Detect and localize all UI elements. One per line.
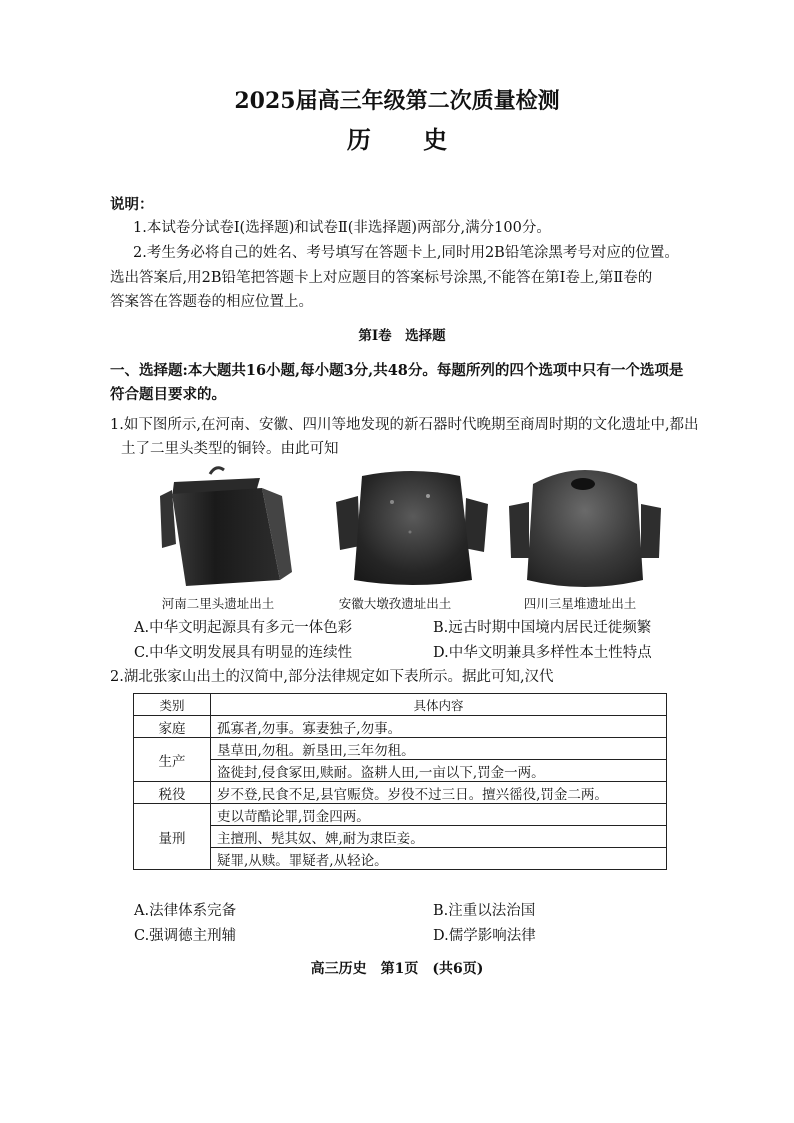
table-cell-category: 家庭 [134, 716, 211, 738]
q1-option-c: C.中华文明发展具有明显的连续性 [134, 645, 353, 661]
instructions-label: 说明： [110, 196, 154, 213]
q1-stem: 1.如下图所示,在河南、安徽、四川等地发现的新石器时代晚期至商周时期的文化遗址中,都出 [110, 417, 699, 433]
table-row [134, 848, 667, 870]
subject-title: 历 史 [346, 125, 470, 154]
instruction-item-2-cont: 选出答案后,用2B铅笔把答题卡上对应题目的答案标号涂黑,不能答在第Ⅰ卷上,第Ⅱ卷的 [110, 270, 653, 286]
q1-option-a: A.中华文明起源具有多元一体色彩 [134, 620, 353, 636]
table-header-row [134, 694, 667, 716]
table-row [134, 738, 667, 760]
q2-option-b: B.注重以法治国 [433, 903, 536, 919]
q1-option-d: D.中华文明兼具多样性本土性特点 [433, 645, 652, 661]
table-cell-content: 孤寡者,勿事。寡妻独子,勿事。 [211, 716, 667, 738]
bronze-bell-image-1 [152, 462, 312, 592]
table-cell-content: 疑罪,从赎。罪疑者,从轻论。 [211, 848, 667, 870]
section-intro-cont: 符合题目要求的。 [110, 386, 226, 403]
table-row [134, 804, 667, 826]
instruction-item-2-cont2: 答案答在答题卷的相应位置上。 [110, 294, 313, 310]
q1-option-b: B.远古时期中国境内居民迁徙频繁 [433, 620, 652, 636]
table-cell-content: 吏以苛酷论罪,罚金四两。 [211, 804, 667, 826]
q2-option-d: D.儒学影响法律 [433, 928, 536, 944]
q2-stem: 2.湖北张家山出土的汉简中,部分法律规定如下表所示。据此可知,汉代 [110, 669, 554, 685]
table-cell-category: 量刑 [134, 804, 211, 870]
table-cell-content: 主擅刑、髡其奴、婢,耐为隶臣妾。 [211, 826, 667, 848]
table-cell-category: 税役 [134, 782, 211, 804]
q1-caption-1: 河南二里头遗址出土 [161, 596, 275, 611]
exam-title: 2025届高三年级第二次质量检测 [234, 88, 560, 114]
q2-option-a: A.法律体系完备 [134, 903, 237, 919]
table-row [134, 826, 667, 848]
q1-caption-3: 四川三星堆遗址出土 [523, 596, 637, 611]
bronze-bell-image-3 [505, 462, 665, 592]
bronze-bell-image-2 [332, 462, 492, 592]
instruction-item-1: 1.本试卷分试卷Ⅰ(选择题)和试卷Ⅱ(非选择题)两部分,满分100分。 [133, 220, 551, 236]
table-cell-content: 盗徙封,侵食冢田,赎耐。盗耕人田,一亩以下,罚金一两。 [211, 760, 667, 782]
table-cell-content: 岁不登,民食不足,县官赈贷。岁役不过三日。擅兴徭役,罚金二两。 [211, 782, 667, 804]
instruction-item-2: 2.考生务必将自己的姓名、考号填写在答题卡上,同时用2B铅笔涂黑考号对应的位置。 [133, 245, 679, 261]
q1-caption-2: 安徽大墩孜遗址出土 [338, 596, 452, 611]
table-row [134, 760, 667, 782]
law-table [133, 693, 667, 870]
q2-option-c: C.强调德主刑辅 [134, 928, 237, 944]
table-header-category: 类别 [134, 694, 211, 716]
table-row [134, 782, 667, 804]
table-cell-content: 垦草田,勿租。新垦田,三年勿租。 [211, 738, 667, 760]
q1-stem-cont: 土了二里头类型的铜铃。由此可知 [121, 441, 339, 457]
table-cell-category: 生产 [134, 738, 211, 782]
page-footer: 高三历史 第1页 (共6页) [310, 961, 484, 977]
section-title: 第Ⅰ卷 选择题 [358, 328, 446, 344]
table-row [134, 716, 667, 738]
section-intro: 一、选择题:本大题共16小题,每小题3分,共48分。每题所列的四个选项中只有一个选项是 [110, 362, 684, 379]
table-header-content: 具体内容 [211, 694, 667, 716]
